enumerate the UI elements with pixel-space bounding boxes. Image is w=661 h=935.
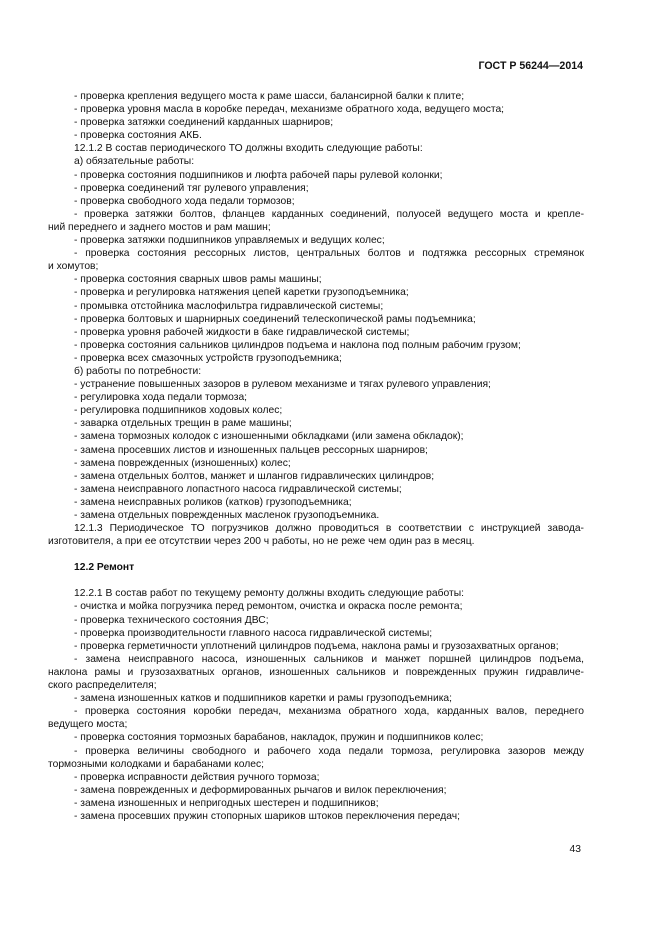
text-line: - проверка производительности главного насоса гидравлической системы; [74,627,433,639]
text-line: - проверка состояния сальников цилиндров подъема и наклона под полным рабочим грузом; [74,339,521,351]
document-body [48,90,584,823]
section-heading: 12.2 Ремонт [74,562,135,574]
text-line: - заварка отдельных трещин в раме машины; [74,418,292,430]
text-line: - проверка исправности действия ручного тормоза; [74,771,320,783]
text-line: изготовителя, а при ее отсутствии через 200 ч работы, но не реже чем один раз в месяц. [48,536,475,548]
text-line: - замена просевших листов и изношенных пальцев рессорных шарниров; [74,444,428,456]
text-line: - замена изношенных и непригодных шестерен и подшипников; [74,797,379,809]
text-line: - очистка и мойка погрузчика перед ремонтом, очистка и окраска после ремонта; [74,601,463,613]
text-line: 12.2.1 В состав работ по текущему ремонту должны входить следующие работы: [74,588,465,600]
text-line: - проверка состояния сварных швов рамы машины; [74,274,322,286]
text-line: - проверка состояния коробки передач, механизма обратного хода, карданных валов, переднего [74,706,584,718]
text-line: - замена неисправного насоса, изношенных сальников и манжет поршней цилиндров подъема, [74,653,584,665]
page-number: 43 [569,844,581,855]
text-line: - проверка герметичности уплотнений цилиндров подъема, наклона рамы и грузозахватных органов; [74,640,559,652]
paragraph-spacer [48,574,584,587]
text-line: - промывка отстойника маслофильтра гидравлической системы; [74,300,384,312]
text-line: - замена просевших пружин стопорных шариков штоков переключения передач; [74,810,460,822]
text-line: - проверка технического состояния ДВС; [74,614,269,626]
text-line: и хомутов; [48,261,99,273]
text-line: - замена поврежденных и деформированных рычагов и вилок переключения; [74,784,447,796]
text-line: - проверка затяжки соединений карданных шарниров; [74,117,334,129]
text-line: - проверка величины свободного и рабочего хода педали тормоза, регулировка зазоров между [74,745,584,757]
text-line: тормозными колодками и барабанами колес; [48,758,264,770]
text-line: - замена тормозных колодок с изношенными обкладками (или замена обкладок); [74,431,464,443]
document-code: ГОСТ Р 56244—2014 [478,60,583,72]
text-line: ведущего моста; [48,719,128,731]
paragraph-spacer [48,548,584,561]
text-line: - проверка свободного хода педали тормозов; [74,195,295,207]
text-line: - проверка уровня рабочей жидкости в баке гидравлической системы; [74,326,410,338]
text-line: - проверка и регулировка натяжения цепей каретки грузоподъемника; [74,287,409,299]
text-line: - проверка затяжки болтов, фланцев карданных соединений, полуосей ведущего моста и крепле- [74,208,584,220]
text-line: ний переднего и заднего мостов и рам машин; [48,221,271,233]
text-line: - замена изношенных катков и подшипников каретки и рамы грузоподъемника; [74,693,453,705]
text-line: - проверка всех смазочных устройств грузоподъемника; [74,352,342,364]
text-line: - замена отдельных болтов, манжет и шлангов гидравлических цилиндров; [74,470,435,482]
text-line: 12.1.3 Периодическое ТО погрузчиков должно проводиться в соответствии с инструкцией завода- [74,523,584,535]
text-line: - замена неисправного лопастного насоса гидравлической системы; [74,483,402,495]
text-line: наклона рамы и грузозахватных органов, изношенных сальников и поврежденных пружин гидравличе- [48,666,584,678]
text-line: - проверка крепления ведущего моста к раме шасси, балансирной балки к плите; [74,91,465,102]
text-line: - устранение повышенных зазоров в рулевом механизме и тягах рулевого управления; [74,379,491,391]
text-line: - регулировка подшипников ходовых колес; [74,405,283,417]
text-line: 12.1.2 В состав периодического ТО должны входить следующие работы: [74,143,423,155]
text-line: ского распределителя; [48,680,157,692]
text-line: а) обязательные работы: [74,156,195,168]
text-line: б) работы по потребности: [74,365,202,377]
text-line: - проверка состояния подшипников и люфта рабочей пары рулевой колонки; [74,169,443,181]
text-line: - проверка затяжки подшипников управляемых и ведущих колес; [74,235,385,247]
text-line: - проверка состояния тормозных барабанов, накладок, пружин и подшипников колес; [74,732,484,744]
text-line: - замена отдельных поврежденных масленок грузоподъемника. [74,510,380,521]
text-line: - проверка уровня масла в коробке передач, механизме обратного хода, ведущего моста; [74,104,505,116]
text-line: - проверка соединений тяг рулевого управления; [74,182,309,194]
text-line: - регулировка хода педали тормоза; [74,392,248,404]
text-line: - замена неисправных роликов (катков) грузоподъемника; [74,496,352,508]
text-line: - проверка болтовых и шарнирных соединений телескопической рамы подъемника; [74,313,476,325]
text-line: - замена поврежденных (изношенных) колес; [74,457,291,469]
text-line: - проверка состояния АКБ. [74,130,202,142]
text-line: - проверка состояния рессорных листов, центральных болтов и подтяжка рессорных стремянок [74,248,584,260]
